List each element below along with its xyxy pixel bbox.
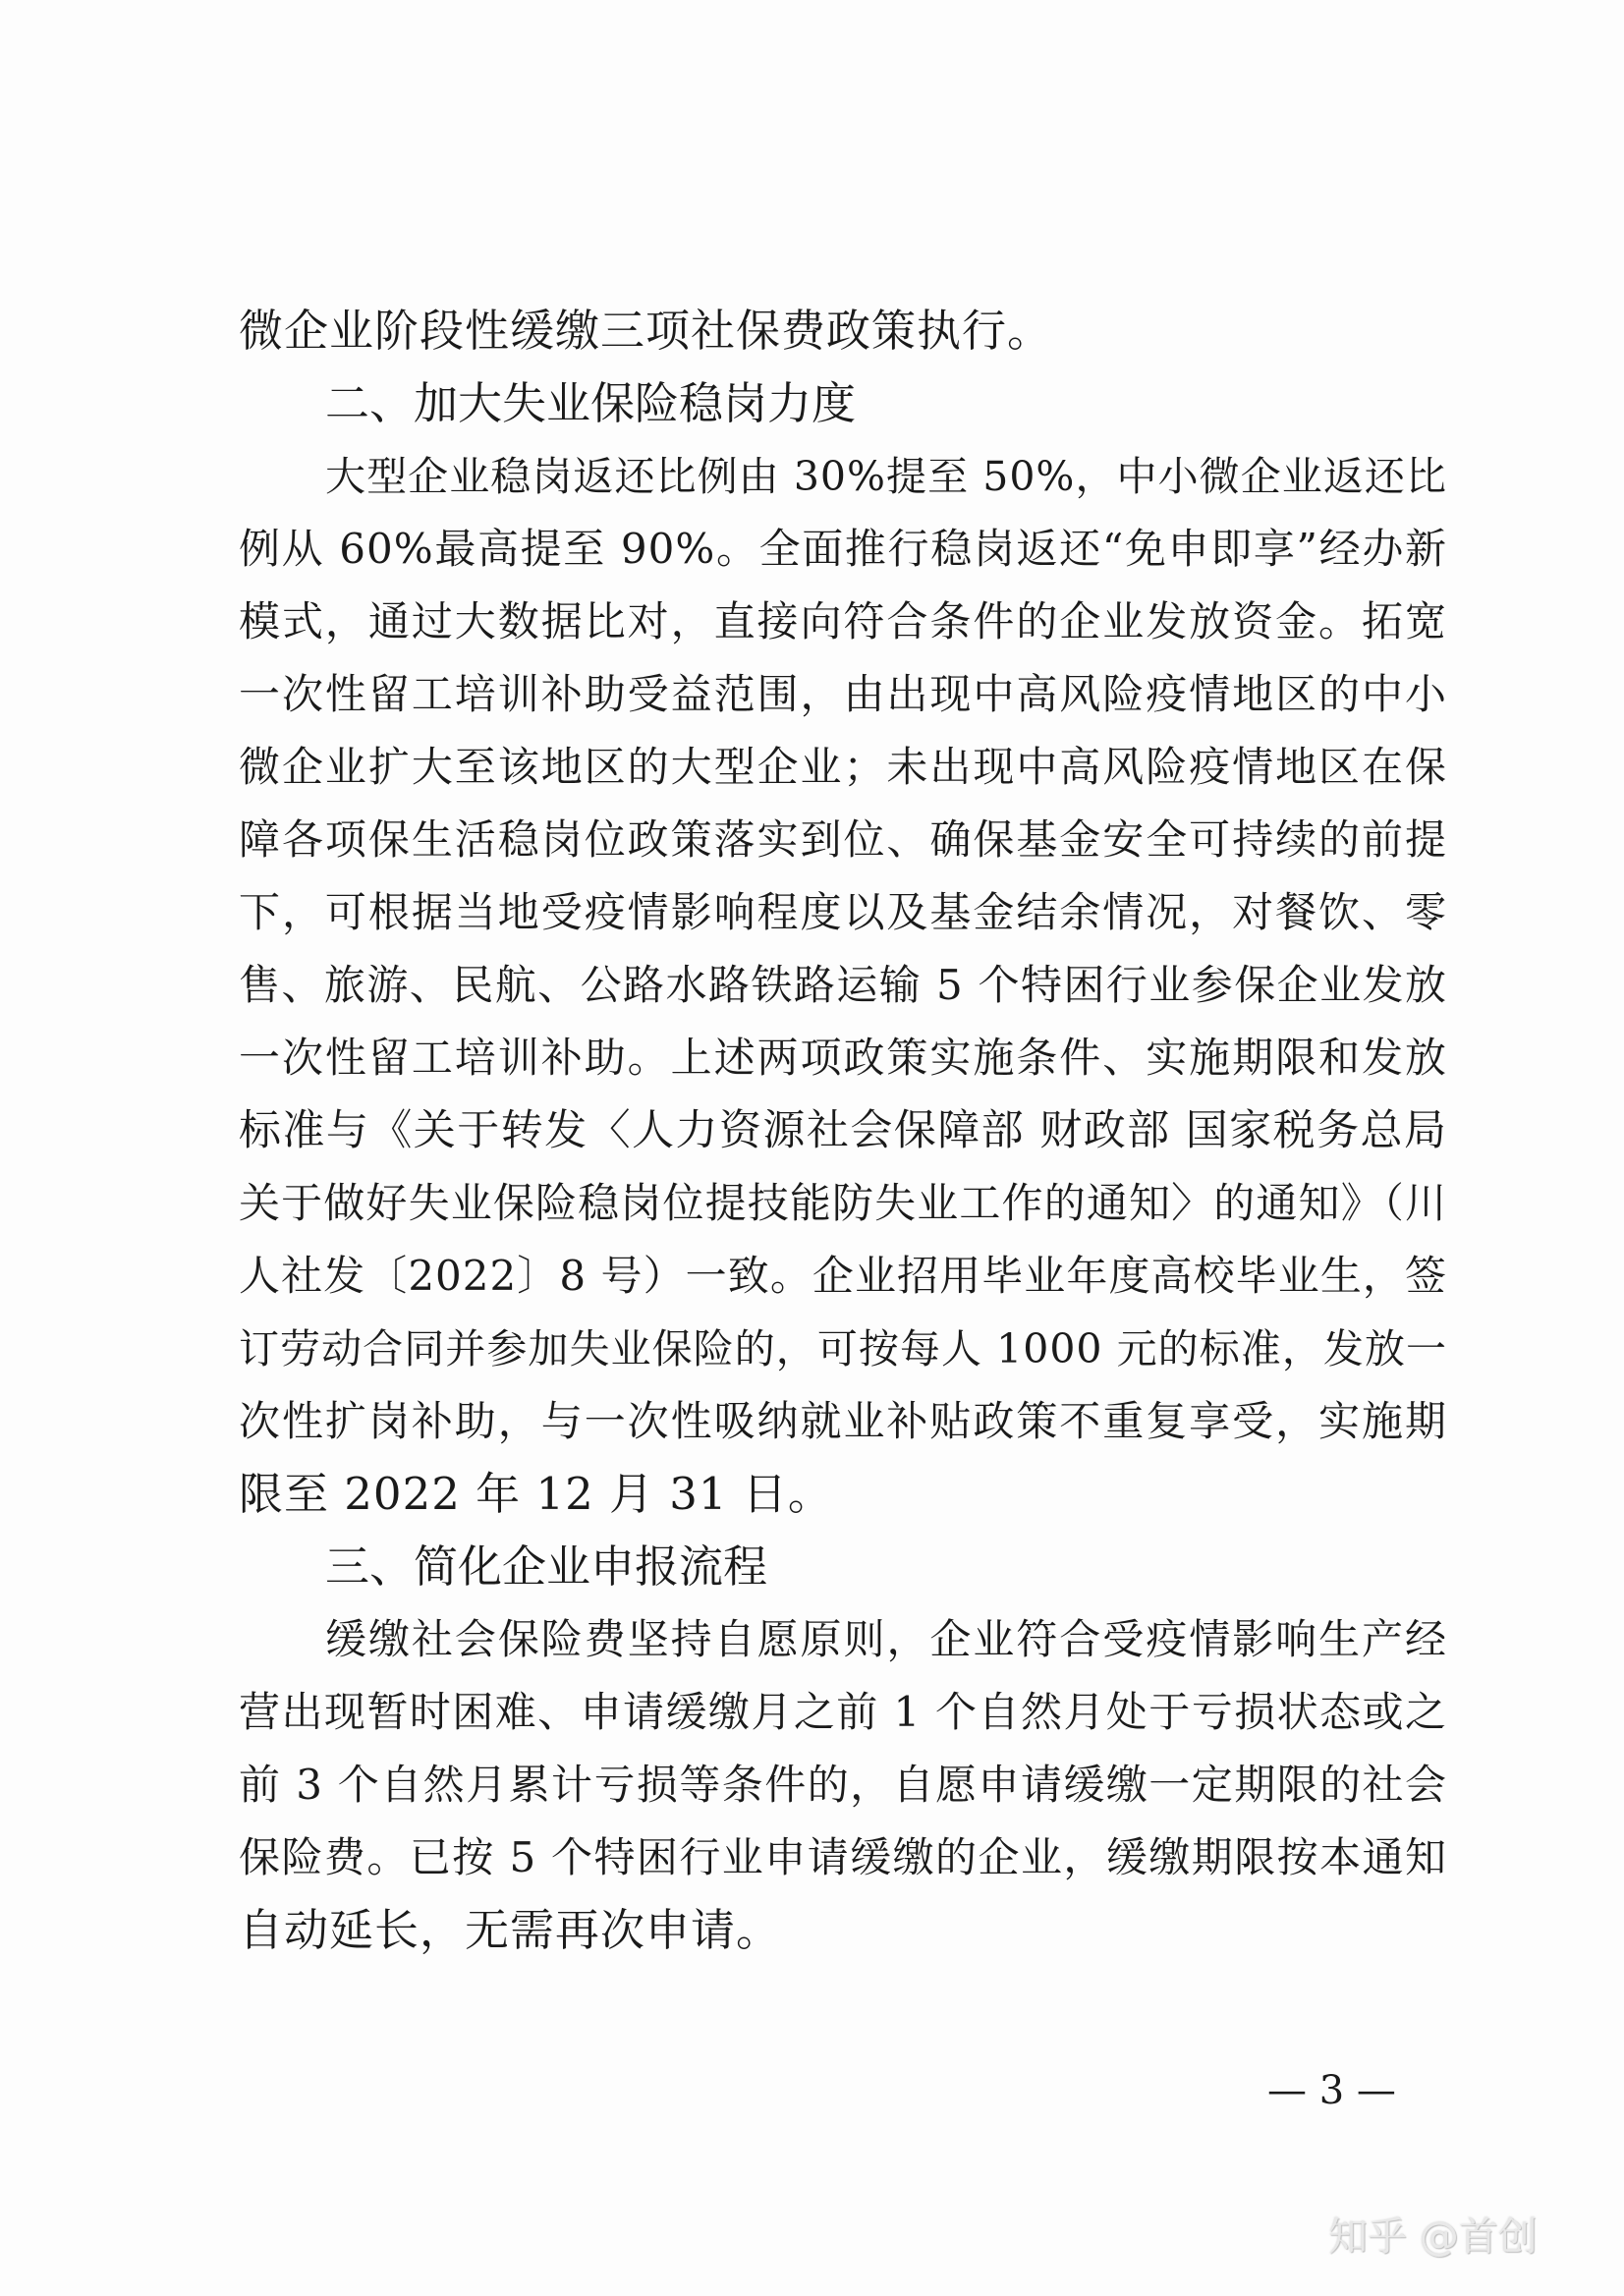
body-text-line: 下，可根据当地受疫情影响程度以及基金结余情况，对餐饮、零 xyxy=(239,888,1447,936)
body-text-line: 大型企业稳岗返还比例由 30%提至 50%，中小微企业返还比 xyxy=(325,453,1447,500)
body-text-line: 微企业阶段性缓缴三项社保费政策执行。 xyxy=(239,305,1053,357)
body-text-line: 次性扩岗补助，与一次性吸纳就业补贴政策不重复享受，实施期 xyxy=(239,1397,1447,1445)
body-text-line: 例从 60%最高提至 90%。全面推行稳岗返还“免申即享”经办新 xyxy=(239,525,1447,573)
body-text-line: 前 3 个自然月累计亏损等条件的，自愿申请缓缴一定期限的社会 xyxy=(239,1761,1447,1809)
body-text-line: 限至 2022 年 12 月 31 日。 xyxy=(239,1468,833,1520)
body-text-line: 微企业扩大至该地区的大型企业；未出现中高风险疫情地区在保 xyxy=(239,743,1447,791)
body-text-line: 障各项保生活稳岗位政策落实到位、确保基金安全可持续的前提 xyxy=(239,815,1447,864)
body-text-line: 模式，通过大数据比对，直接向符合条件的企业发放资金。拓宽 xyxy=(239,597,1447,645)
body-text-line: 自动延长，无需再次申请。 xyxy=(239,1904,782,1956)
body-text-line: 人社发〔2022〕8 号）一致。企业招用毕业年度高校毕业生，签 xyxy=(239,1252,1447,1300)
body-text-line: 营出现暂时困难、申请缓缴月之前 1 个自然月处于亏损状态或之 xyxy=(239,1688,1447,1736)
body-text-line: 缓缴社会保险费坚持自愿原则，企业符合受疫情影响生产经 xyxy=(325,1615,1447,1663)
section-heading: 三、简化企业申报流程 xyxy=(325,1540,768,1593)
body-text-line: 标准与《关于转发〈人力资源社会保障部 财政部 国家税务总局 xyxy=(239,1106,1447,1155)
body-text-line: 关于做好失业保险稳岗位提技能防失业工作的通知〉的通知》（川 xyxy=(239,1179,1447,1227)
zhihu-watermark: 知乎 @首创 xyxy=(1328,2214,1538,2260)
document-body xyxy=(239,295,1447,1967)
body-text-line: 订劳动合同并参加失业保险的，可按每人 1000 元的标准，发放一 xyxy=(239,1325,1447,1372)
body-text-line: 一次性留工培训补助受益范围，由出现中高风险疫情地区的中小 xyxy=(239,670,1447,718)
body-text-line: 售、旅游、民航、公路水路铁路运输 5 个特困行业参保企业发放 xyxy=(239,961,1447,1009)
section-heading: 二、加大失业保险稳岗力度 xyxy=(325,377,857,429)
body-text-line: 一次性留工培训补助。上述两项政策实施条件、实施期限和发放 xyxy=(239,1034,1447,1082)
body-text-line: 保险费。已按 5 个特困行业申请缓缴的企业，缓缴期限按本通知 xyxy=(239,1833,1447,1881)
page-number: — 3 — xyxy=(1267,2068,1396,2113)
